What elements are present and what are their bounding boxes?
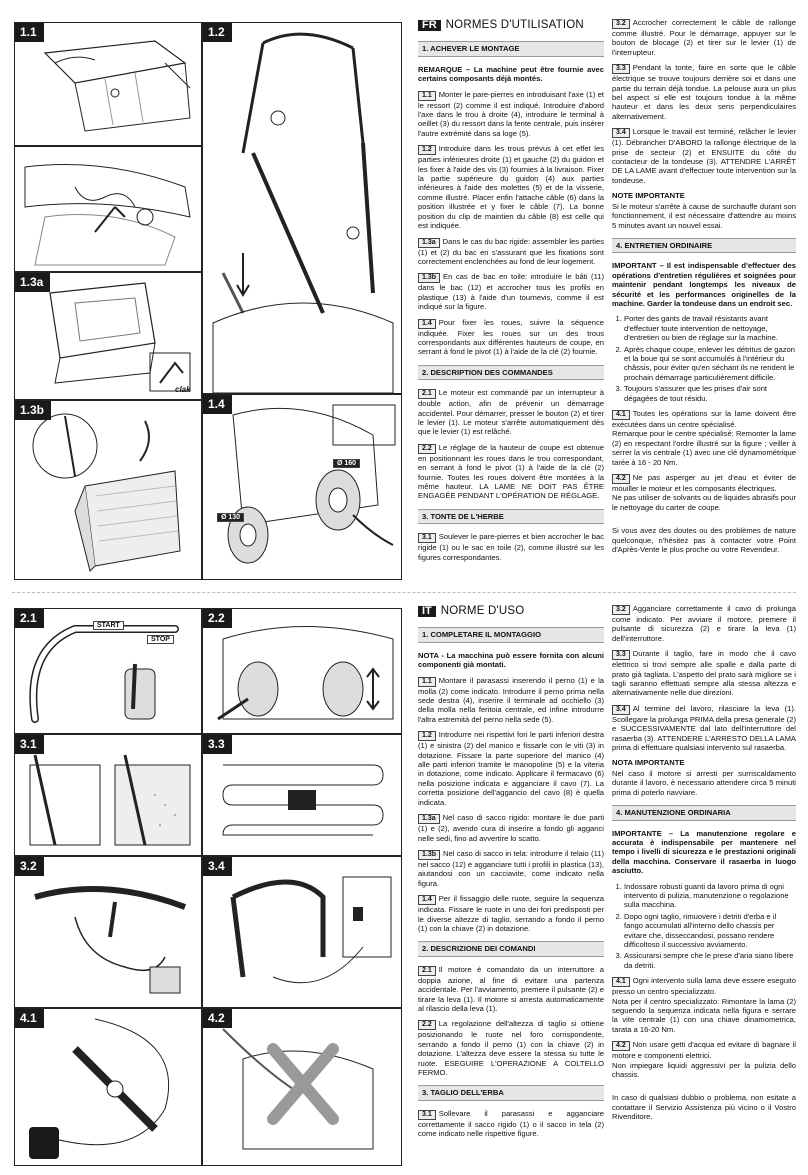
step-number: 1.1 [418, 677, 436, 687]
step-number: 2.1 [418, 966, 436, 976]
it-title [418, 606, 604, 617]
figure-3-4 [202, 856, 402, 1008]
section-heading: 2. DESCRIZIONE DEI COMANDI [418, 941, 604, 956]
paragraph: 4.2 Ne pas asperger au jet d'eau et éviter de mouiller le moteur et les composants électriques. Ne pas utiliser de solvants ou de liquides abrasifs pour le nettoyage du carter de coupe. [612, 473, 796, 512]
note-heading: NOTE IMPORTANTE [612, 191, 685, 201]
paragraph: 4.1 Toutes les opérations sur la lame doivent être exécutées dans un centre spécialisé. Remarque pour le centre spécialisé: Remonter la lame (2) en respectant l'ordre illustré sur la figure ; veiller à serrer la vis centrale (1) avec une clé dynamométrique tarée à 16 - 20 Nm. [612, 409, 796, 467]
illustration-handle-assembly [203, 23, 401, 393]
paragraph: 3.2 Agganciare correttamente il cavo di prolunga come indicato. Per avviare il motore, premere il pulsante di sicurezza (2) e tirare la leva (1) dell'interruttore. [612, 604, 796, 643]
figure-tag: 3.1 [15, 735, 44, 754]
step-number: 1.3b [418, 273, 440, 283]
remark: REMARQUE – La machine peut être fournie avec certains composants déjà montés. [418, 64, 604, 84]
list-item: 1. Indossare robusti guanti da lavoro prima di ogni intervento di pulizia, manutenzione o regolazione sulla macchina. [624, 882, 796, 910]
step-number: 1.4 [418, 895, 436, 905]
it-column-1 [418, 604, 604, 1145]
paragraph: 1.1 Montare il parasassi inserendo il perno (1) e la molla (2) come indicato. Introdurre il perno prima nella sede destra (4), inserire il terminale ad occhiello (3) della molla nella feritoia centrale, ed infine introdurre l'altra estremità del perno nella sede (5). [418, 675, 604, 724]
step-number: 3.4 [612, 128, 630, 138]
illustration-height-adjust [203, 609, 401, 733]
step-number: 3.3 [612, 650, 630, 660]
list-item: 2. Dopo ogni taglio, rimuovere i detriti d'erba e il fango accumulati all'interno dello chassis per evitare che, disseccandosi, possano rendere difficoltoso il successivo avviamento. [624, 912, 796, 950]
section-heading: 4. MANUTENZIONE ORDINARIA [612, 805, 796, 820]
paragraph: 3.2 Accrocher correctement le câble de rallonge comme illustré. Pour le démarrage, appuyer sur le bouton de blocage (2) et tirer sur le levier (1) de l'interrupteur. [612, 18, 796, 57]
fr-column-1 [418, 18, 604, 568]
maintenance-list [612, 882, 796, 971]
step-number: 2.2 [418, 1020, 436, 1030]
paragraph: 1.4 Per il fissaggio delle ruote, seguire la sequenza indicata. Fissare le ruote in uno dei fori predisposti per le diverse altezze di taglio, serrando a fondo il perno (1) con la chiave (2) in dotazione. [418, 894, 604, 933]
step-number: 1.4 [418, 319, 436, 329]
start-label: START [93, 621, 124, 630]
step-number: 1.2 [418, 145, 436, 155]
figure-2-1 [14, 608, 202, 734]
step-number: 4.2 [612, 474, 630, 484]
step-number: 3.2 [612, 605, 630, 615]
step-number: 3.2 [612, 19, 630, 29]
paragraph: 1.3a Nel caso di sacco rigido: montare le due parti (1) e (2), avendo cura di inserire a fondo gli agganci nelle sedi, fino ad avvertire lo scatto. [418, 813, 604, 843]
paragraph: 2.2 Le réglage de la hauteur de coupe est obtenue en positionnant les roues dans le trou correspondant, en serrant à fond le pivot (1) à l'aide de la clé (2) fournie. Toutes les roues doivent être montées à la même hauteur. LA LAME NE DOIT PAS ÊTRE ENGAGÉE PENDANT L'OPÉRATION DE RÉGLAGE. [418, 442, 604, 501]
fr-title [418, 20, 604, 31]
closing-note: In caso di qualsiasi dubbio o problema, non esitate a contattare il Servizio Assistenza più vicino o il Vostro Rivenditore. [612, 1093, 796, 1122]
section-fr [0, 18, 808, 586]
maintenance-list [612, 314, 796, 403]
illustration-fabric-bag [15, 401, 201, 579]
paragraph: 1.3a Dans le cas du bac rigide: assembler les parties (1) et (2) du bac en s'assurant que les fixations sont correctement enclenchées au fond de leur logement. [418, 236, 604, 266]
page-title: NORME D'USO [440, 605, 525, 617]
step-number: 3.1 [418, 533, 436, 543]
section-it [0, 604, 808, 1172]
paragraph: 1.3b Nel caso di sacco in tela: introdurre il telaio (11) nel sacco (12) e agganciare tutti i profili in plastica (13), aiutandosi con un cacciavite, come indicato nella figura. [418, 848, 604, 888]
wheel-diameter-small: Ø 130 [217, 513, 244, 522]
figure-tag: 1.3b [15, 401, 51, 420]
clak-label: clak [175, 385, 191, 394]
list-item: 2. Après chaque coupe, enlever les détritus de gazon et la boue qui se sont accumulés à l'intérieur du châssis, pour éviter qu'en séchant ils ne rendent le prochain démarrage particulièrement difficile. [624, 345, 796, 383]
figure-3-3 [202, 734, 402, 856]
figure-4-1 [14, 1008, 202, 1166]
figure-tag: 1.3a [15, 273, 50, 292]
figure-1-4 [202, 394, 402, 580]
language-badge: FR [418, 20, 441, 31]
illustration-blade [15, 1009, 201, 1165]
figure-3-2 [14, 856, 202, 1008]
step-number: 3.1 [418, 1110, 436, 1120]
figure-3-1 [14, 734, 202, 856]
list-item: 1. Porter des gants de travail résistants avant d'effectuer toute intervention de nettoyage, d'entretien ou bien de réglage sur la machine. [624, 314, 796, 342]
paragraph: 1.2 Introduire dans les trous prévus à cet effet les parties inférieures droite (1) et gauche (2) du guidon et les fixer à l'aide des vis (3) fournies à la livraison. Fixer la partie supérieure du guidon (4) aux parties inférieures à l'aide des molettes (5) et de la visserie, comme illustré. Placer enfin l'attache câble (6) dans la position illustrée et y fixer le câble (7). La bonne position du clip de maintien du câble (8) est celle qui est indiquée. [418, 144, 604, 231]
figures-it [14, 608, 400, 1164]
important: IMPORTANTE – La manutenzione regolare e accurata è indispensabile per mantenere nel tempo i livelli di sicurezza e le prestazioni originali della macchina. Conservare il rasaerba in luogo asciutto. [612, 828, 796, 876]
figure-tag: 4.1 [15, 1009, 44, 1028]
figure-1-2 [202, 22, 402, 394]
figure-2-2 [202, 608, 402, 734]
paragraph: 3.1 Sollevare il parasassi e agganciare correttamente il sacco rigido (1) o il sacco in tela (2) come indicato nelle rispettive figure. [418, 1108, 604, 1139]
paragraph: 2.2 La regolazione dell'altezza di taglio si ottiene posizionando le ruote nel foro corrispondente, serrando a fondo il perno (1) con la chiave (2) in dotazione. L'altezza deve essere la stessa su tutte le ruote. ESEGUIRE L'OPERAZIONE A COLTELLO FERMO. [418, 1019, 604, 1077]
page-title: NORMES D'UTILISATION [445, 19, 584, 31]
figure-1-1b [14, 146, 202, 272]
step-number: 4.2 [612, 1041, 630, 1051]
illustration-unplug [203, 857, 401, 1007]
paragraph: 4.2 Non usare getti d'acqua ed evitare di bagnare il motore e componenti elettrici. Non impiegare liquidi aggressivi per la pulizia dello chassis. [612, 1040, 796, 1080]
figure-tag: 1.2 [203, 23, 232, 42]
paragraph: 3.1 Soulever le pare-pierres et bien accrocher le bac rigide (1) ou le sac en toile (2), comme illustré sur les figures correspondantes. [418, 532, 604, 562]
paragraph: 1.3b En cas de bac en toile: introduire le bâti (11) dans le bac (12) et accrocher tous les profils en plastique (13) à l'aide d'un tournevis, comme il est indiqué sur la figure. [418, 272, 604, 312]
note: Nel caso il motore si arresti per surriscaldamento durante il lavoro, è necessario attendere circa 5 minuti prima di poterlo riavviare. [612, 768, 796, 797]
paragraph: 1.4 Pour fixer les roues, suivre la séquence indiquée. Fixer les roues sur un des trous correspondants aux différentes hauteurs de coupe, en serrant à fond le pivot (1) à l'aide de la clé (2) fournie. [418, 317, 604, 357]
paragraph: 2.1 Il motore è comandato da un interruttore a doppia azione, al fine di evitare una partenza accidentale. Per l'avviamento, premere il pulsante (2) e tirare la leva (1). Il motore si arresta automaticamente al rilascio della leva (1). [418, 964, 604, 1013]
fr-column-2 [612, 18, 796, 560]
section-heading: 4. ENTRETIEN ORDINAIRE [612, 238, 796, 253]
paragraph: 1.2 Introdurre nei rispettivi fori le parti inferiori destra (1) e sinistra (2) del manico e fissarle con le viti (3) in dotazione. Fissare la parte superiore del manico (4) alle parti inferiori tramite le manopoline (5) e la viteria in dotazione, come indicato. Applicare il fermacavo (6) nella posizione indicata e agganciare il cavo (7). La corretta posizione dell'aggancio del cavo (8) è quella indicata. [418, 730, 604, 807]
figure-1-3a [14, 272, 202, 400]
figure-tag: 3.3 [203, 735, 232, 754]
paragraph: 3.3 Pendant la tonte, faire en sorte que le câble électrique se trouve toujours derrière soi et dans une partie du terrain déjà tondue. La pelouse aura un plus bel aspect si elle est toujours tondue à la même hauteur et dans les deux sens perpendiculaires alternativement. [612, 63, 796, 121]
paragraph: 1.1 Monter le pare-pierres en introduisant l'axe (1) et le ressort (2) comme il est indiqué. Introduire d'abord l'axe dans le trou à droite (4), introduire le terminal à oeillet (3) du ressort dans la fente centrale, puis insérer l'autre extrémité dans sa loge (5). [418, 89, 604, 138]
step-number: 1.1 [418, 91, 436, 101]
figure-tag: 1.4 [203, 395, 232, 414]
closing-note: Si vous avez des doutes ou des problèmes de nature quelconque, n'hésitez pas à contacter votre Point d'Après-Vente le plus proche ou votre Revendeur. [612, 526, 796, 555]
figure-4-2 [202, 1008, 402, 1166]
figures-fr [14, 22, 400, 578]
step-number: 1.3a [418, 238, 440, 248]
figure-tag: 2.2 [203, 609, 232, 628]
step-number: 1.2 [418, 731, 436, 741]
section-heading: 3. TONTE DE L'HERBE [418, 509, 604, 524]
language-badge: IT [418, 606, 436, 617]
paragraph: 2.1 Le moteur est commandé par un interrupteur à double action, afin de prévenir un démarrage accidentel. Pour démarrer, presser le bouton (2) et tirer le levier (1). Le moteur s'arrête automatiquement dès que le levier (1) est relâché. [418, 388, 604, 437]
section-heading: 2. DESCRIPTION DES COMMANDES [418, 365, 604, 380]
illustration-deflector-spring [15, 147, 201, 271]
paragraph: 3.4 Al termine del lavoro, rilasciare la leva (1). Scollegare la prolunga PRIMA della presa generale (2) e SUCCESSIVAMENTE dal lato dell'interruttore del rasaerba (3). ATTENDERE L'ARRESTO DELLA LAMA prima di effettuare qualsiasi intervento sul rasaerba. [612, 703, 796, 753]
step-number: 3.3 [612, 64, 630, 74]
step-number: 3.4 [612, 705, 630, 715]
figure-tag: 4.2 [203, 1009, 232, 1028]
illustration-wheels [203, 395, 401, 579]
it-column-2 [612, 604, 796, 1128]
paragraph: 4.1 Ogni intervento sulla lama deve essere eseguito presso un centro specializzato. Nota per il centro specializzato: Rimontare la lama (2) seguendo la sequenza indicata nella figura e serrare la vite centrale (1) con una chiave dinamometrica, tarata a 16-20 Nm. [612, 976, 796, 1034]
section-heading: 3. TAGLIO DELL'ERBA [418, 1085, 604, 1100]
paragraph: 3.4 Lorsque le travail est terminé, relâcher le levier (1). Débrancher D'ABORD la rallonge électrique de la prise de secteur (2) et ENSUITE du côté du contacteur de la tondeuse (3). ATTENDRE L'ARRÊT DE LA LAME avant d'effectuer toute intervention sur la tondeuse. [612, 127, 796, 185]
step-number: 2.1 [418, 389, 436, 399]
illustration-no-water [203, 1009, 401, 1165]
figure-tag: 1.1 [15, 23, 44, 42]
step-number: 1.3b [418, 850, 440, 860]
illustration-start-lever [15, 857, 201, 1007]
figure-1-1 [14, 22, 202, 146]
list-item: 3. Assicurarsi sempre che le prese d'aria siano libere da detriti. [624, 951, 796, 970]
step-number: 4.1 [612, 977, 630, 987]
wheel-diameter-large: Ø 160 [333, 459, 360, 468]
cut-line [12, 592, 796, 593]
figure-tag: 3.4 [203, 857, 232, 876]
list-item: 3. Toujours s'assurer que les prises d'air sont dégagées de tout résidu. [624, 384, 796, 403]
section-heading: 1. ACHEVER LE MONTAGE [418, 41, 604, 56]
paragraph: 3.3 Durante il taglio, fare in modo che il cavo elettrico si trovi sempre alle spalle e dalla parte di prato già tagliata. L'aspetto del prato sarà migliore se i tagli saranno effettuati sempre alla stessa altezza e alternativamente nelle due direzioni. [612, 649, 796, 698]
figure-tag: 2.1 [15, 609, 44, 628]
remark: NOTA - La macchina può essere fornita con alcuni componenti già montati. [418, 650, 604, 670]
figure-tag: 3.2 [15, 857, 44, 876]
illustration-mowing-pattern [203, 735, 401, 855]
step-number: 4.1 [612, 410, 630, 420]
figure-1-3b [14, 400, 202, 580]
note-heading: NOTA IMPORTANTE [612, 758, 685, 768]
step-number: 2.2 [418, 444, 436, 454]
note: Si le moteur s'arrête à cause de surchauffe durant son fonctionnement, il est nécessaire d'attendre au moins 5 minutes avant un nouvel essai. [612, 201, 796, 230]
step-number: 1.3a [418, 814, 440, 824]
stop-label: STOP [147, 635, 174, 644]
important: IMPORTANT – Il est indispensable d'effectuer des opérations d'entretien régulières et soignées pour maintenir pendant longtemps les niveaux de sécurité et les performances originelles de la machine. Garder la tondeuse dans un endroit sec. [612, 261, 796, 308]
section-heading: 1. COMPLETARE IL MONTAGGIO [418, 627, 604, 642]
